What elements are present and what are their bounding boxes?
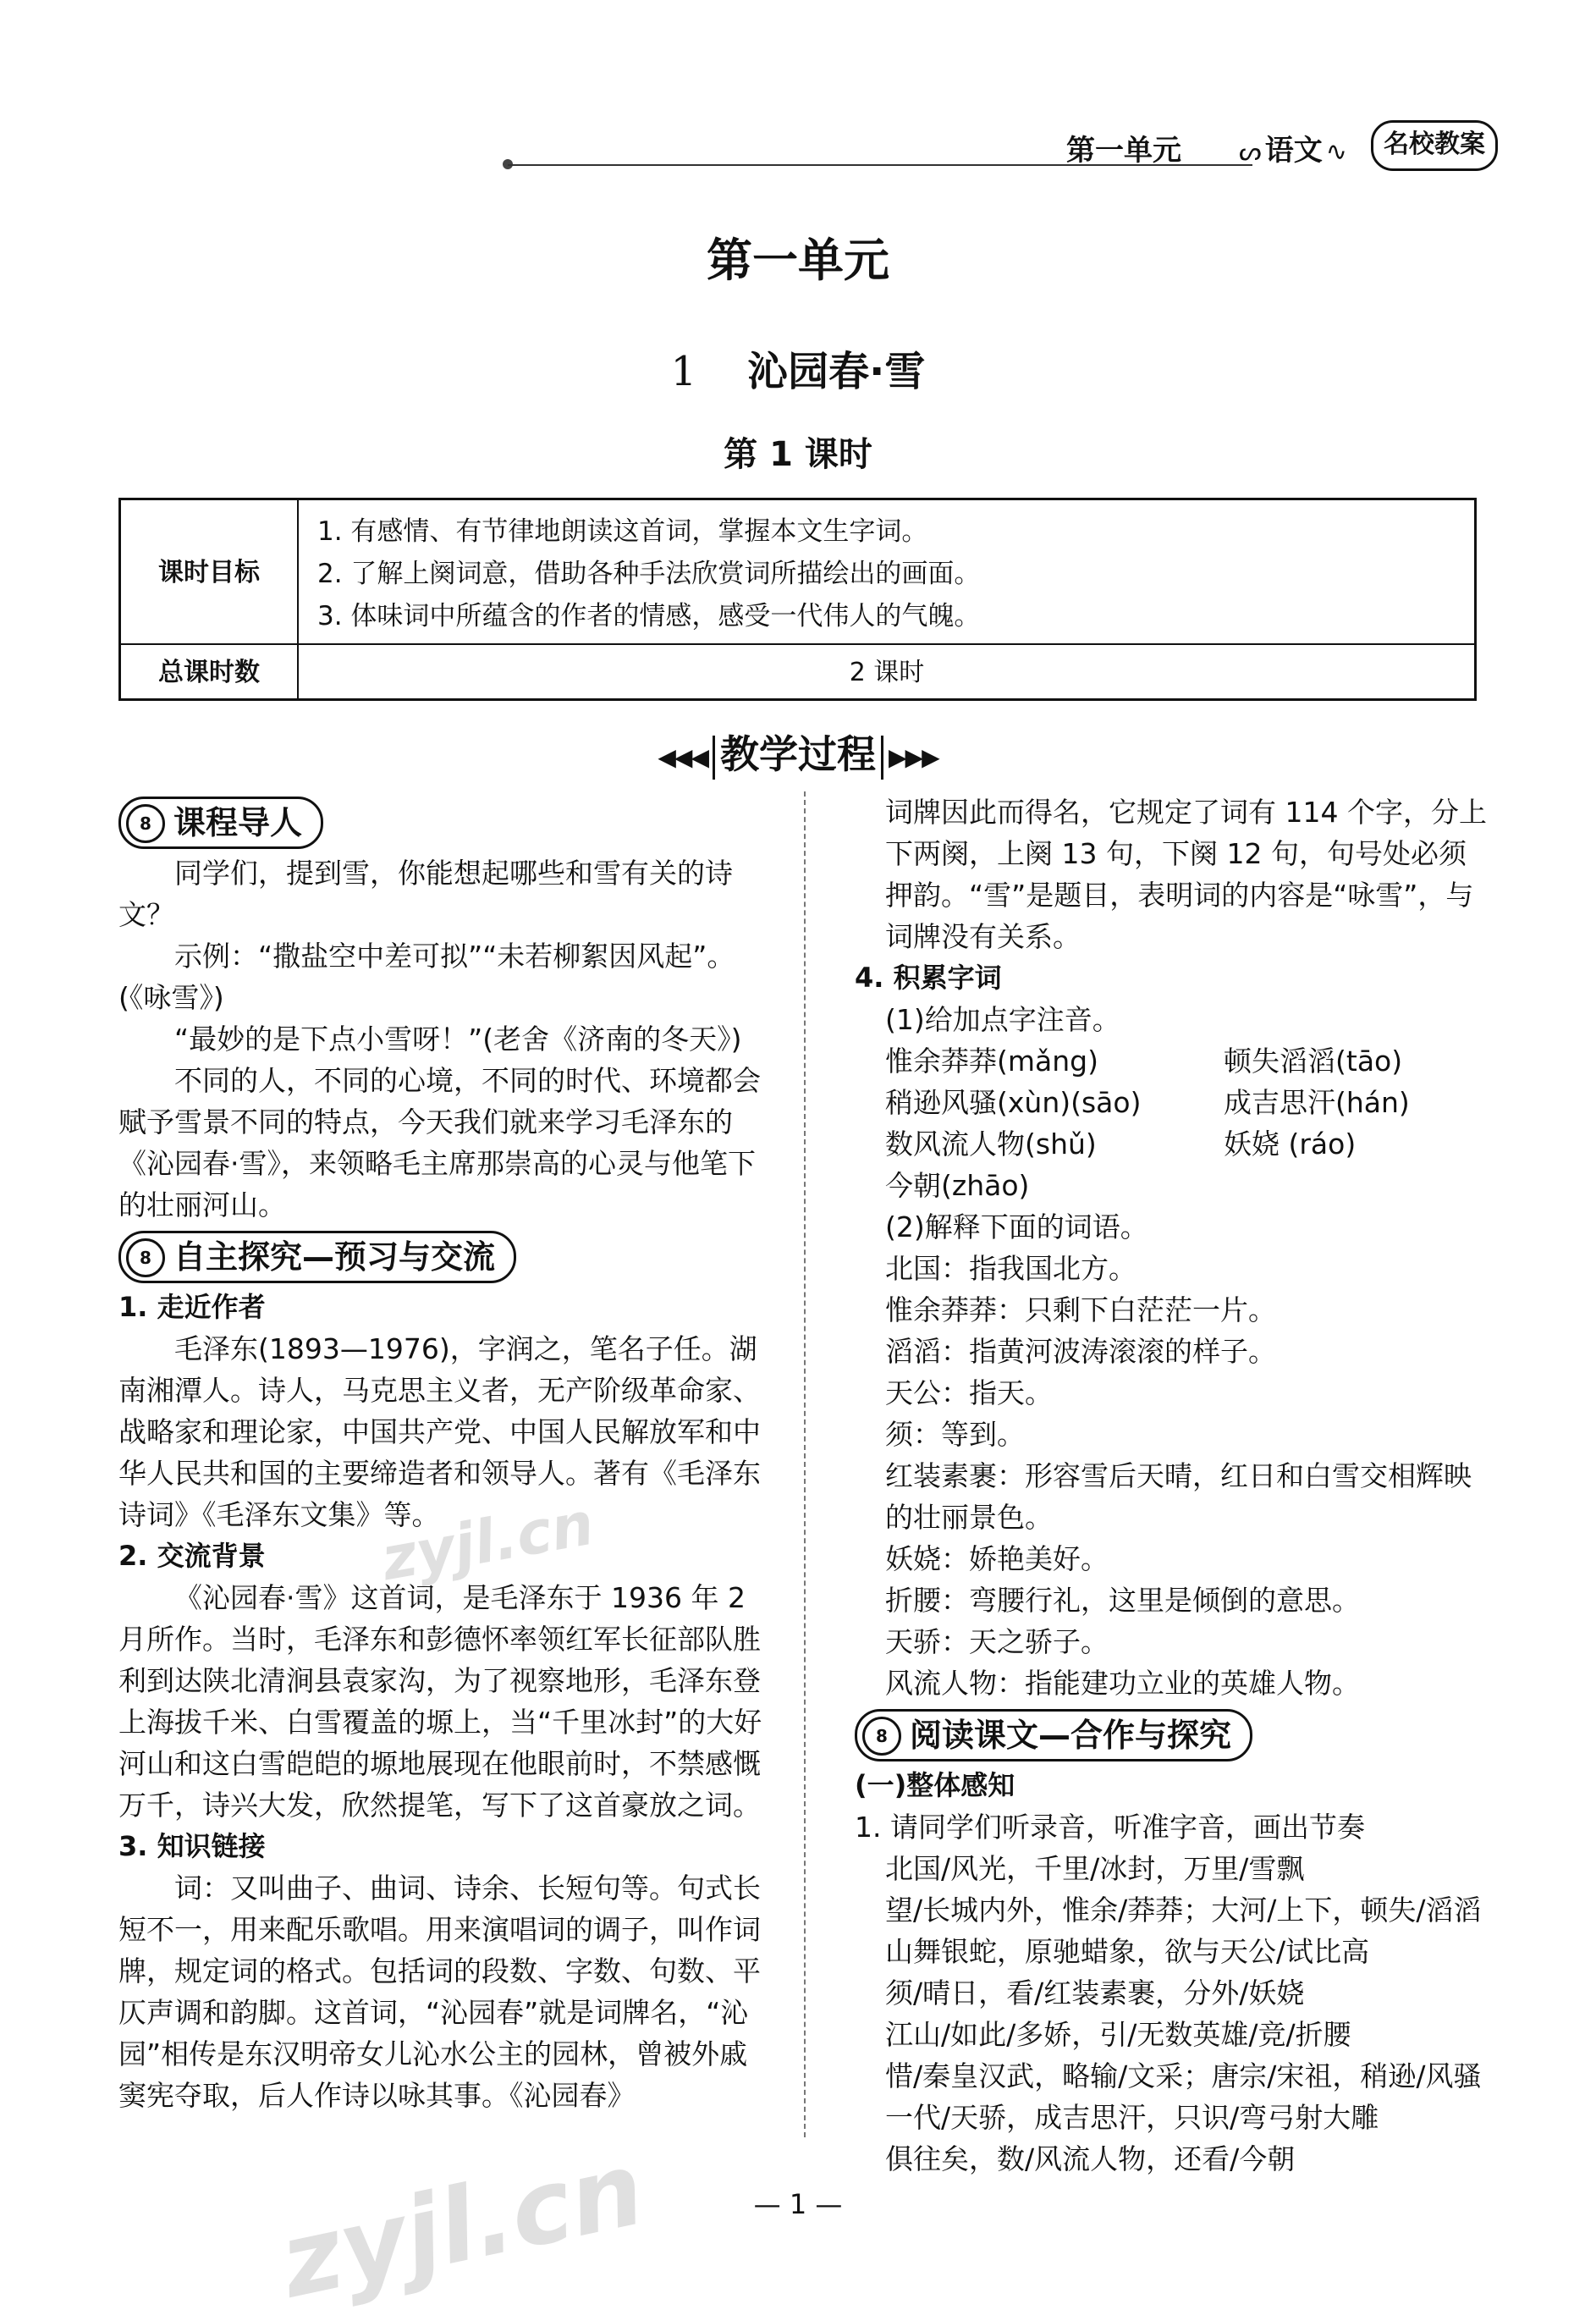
- goal-list: [317, 510, 980, 637]
- subheading: 1. 走近作者: [118, 1291, 266, 1323]
- paragraph: 毛泽东(1893—1976)，字润之，笔名子任。湖南湘潭人。诗人，马克思主义者，无产阶级革命家、战略家和理论家，中国共产党、中国人民解放军和中华人民共和国的主要缔造者和领导人。著有《毛泽东诗词》《毛泽东文集》等。: [118, 1332, 761, 1531]
- paragraph: 词：又叫曲子、曲词、诗余、长短句等。句式长短不一，用来配乐歌唱。用来演唱词的调子，叫作词牌，规定词的格式。包括词的段数、字数、句数、平仄声调和韵脚。这首词，“沁园春”就是词牌名，“沁园”相传是东汉明帝女儿沁水公主的园林，曾被外戚窦宪夺取，后人作诗以咏其事。《沁园春》: [118, 1872, 761, 2112]
- badge-icon: 8: [126, 804, 165, 843]
- definition: 北国：指我国北方。: [885, 1252, 1136, 1285]
- rhythm-line: 须/晴日，看/红装素裹，分外/妖娆: [885, 1976, 1305, 2010]
- rhythm-line: 一代/天骄，成吉思汗，只识/弯弓射大雕: [885, 2101, 1379, 2134]
- definition: 滔滔：指黄河波涛滚滚的样子。: [885, 1335, 1276, 1368]
- paragraph: 示例：“撒盐空中差可拟”“未若柳絮因风起”。(《咏雪》): [118, 940, 735, 1014]
- definition: 天骄：天之骄子。: [885, 1625, 1109, 1658]
- left-column: [118, 791, 770, 2116]
- total-label: 总课时数: [158, 658, 260, 687]
- lesson-title: [0, 339, 1596, 397]
- pronunciation-row: [855, 1123, 1494, 1165]
- task: 1. 请同学们听录音，听准字音，画出节奏: [855, 1811, 1365, 1844]
- pronunciation-row: [855, 1040, 1494, 1082]
- period-title: 第 1 课时: [724, 435, 872, 474]
- subheading: 4. 积累字词: [855, 962, 1002, 994]
- header-unit: 第一单元: [1066, 134, 1181, 168]
- definition: 折腰：弯腰行礼，这里是倾倒的意思。: [885, 1584, 1360, 1617]
- question: (1)给加点字注音。: [885, 1003, 1120, 1036]
- swirl-icon: ᔕ: [1239, 137, 1262, 167]
- paragraph: 不同的人，不同的心境，不同的时代、环境都会赋予雪景不同的特点，今天我们就来学习毛泽东的《沁园春·雪》，来领略毛主席那崇高的心灵与他笔下的壮丽河山。: [118, 1064, 761, 1221]
- rhythm-line: 北国/风光，千里/冰封，万里/雪飘: [885, 1852, 1305, 1885]
- lesson-number: 1: [670, 348, 697, 395]
- total-value: 2 课时: [849, 658, 925, 687]
- section-head-explore: [118, 1231, 516, 1283]
- banner-bar: [713, 736, 715, 780]
- pron-item: 惟余莽莽(mǎng): [885, 1045, 1098, 1078]
- process-banner-text: 教学过程: [720, 731, 876, 777]
- goal-item: 2. 了解上阕词意，借助各种手法欣赏词所描绘出的画面。: [317, 559, 981, 589]
- section-head-text: 自主探究—预习与交流: [173, 1238, 496, 1276]
- pron-item: 妖娆 (ráo): [1224, 1127, 1357, 1160]
- section-head-read: [855, 1709, 1252, 1761]
- rhythm-line: 江山/如此/多娇，引/无数英雄/竞/折腰: [885, 2018, 1351, 2051]
- section-head-intro: [118, 797, 323, 849]
- table-row-divider: [121, 643, 1474, 645]
- rhythm-line: 山舞银蛇，原驰蜡象，欲与天公/试比高: [885, 1935, 1370, 1968]
- pron-item: 稍逊风骚(xùn)(sāo): [885, 1086, 1142, 1119]
- left-arrows-icon: ◀◀◀: [658, 743, 707, 771]
- pron-item: 数风流人物(shǔ): [885, 1127, 1097, 1160]
- watermark: zyjl.cn: [376, 1488, 599, 1595]
- swirl-icon: ∿: [1325, 137, 1347, 167]
- section-head-text: 阅读课文—合作与探究: [910, 1717, 1232, 1754]
- badge-icon: 8: [862, 1717, 901, 1756]
- section-head-text: 课程导人: [173, 804, 303, 841]
- rhythm-line: 望/长城内外，惟余/莽莽；大河/上下，顿失/滔滔: [885, 1894, 1482, 1927]
- badge-icon: 8: [126, 1238, 165, 1277]
- paragraph: 《沁园春·雪》这首词，是毛泽东于 1936 年 2 月所作。当时，毛泽东和彭德怀率领红军长征部队胜利到达陕北清涧县袁家沟，为了视察地形，毛泽东登上海拔千米、白雪覆盖的塬上，当“千里冰封”的大好河山和这白雪皑皑的塬地展现在他眼前时，不禁感慨万千，诗兴大发，欣然提笔，写下了这首豪放之词。: [118, 1581, 762, 1822]
- question: (2)解释下面的词语。: [885, 1210, 1148, 1243]
- page-number: — 1 —: [753, 2188, 843, 2220]
- pron-item: 顿失滔滔(tāo): [1224, 1045, 1403, 1078]
- right-column: [855, 791, 1494, 2180]
- definition: 妖娆：娇艳美好。: [885, 1542, 1109, 1575]
- rhythm-line: 俱往矣，数/风流人物，还看/今朝: [885, 2142, 1296, 2175]
- definition: 风流人物：指能建功立业的英雄人物。: [885, 1667, 1360, 1700]
- definition: 惟余莽莽：只剩下白茫茫一片。: [885, 1293, 1276, 1326]
- subheading: (一)整体感知: [855, 1769, 1015, 1801]
- goal-item: 1. 有感情、有节律地朗读这首词，掌握本文生字词。: [317, 516, 928, 547]
- goal-item: 3. 体味词中所蕴含的作者的情感，感受一代伟人的气魄。: [317, 601, 981, 631]
- pronunciation-row: [855, 1082, 1494, 1123]
- paragraph: 词牌因此而得名，它规定了词有 114 个字，分上下两阕，上阕 13 句，下阕 12 句，句号处必须押韵。“雪”是题目，表明词的内容是“咏雪”，与词牌没有关系。: [885, 796, 1487, 953]
- running-header: [508, 127, 1515, 169]
- paragraph: 同学们，提到雪，你能想起哪些和雪有关的诗文？: [118, 857, 733, 931]
- lesson-name: 沁园春·雪: [747, 348, 926, 395]
- subheading: 3. 知识链接: [118, 1830, 266, 1862]
- unit-title: 第一单元: [707, 234, 889, 287]
- goal-label: 课时目标: [158, 558, 260, 587]
- right-arrows-icon: ▶▶▶: [889, 743, 938, 771]
- definition: 天公：指天。: [885, 1376, 1053, 1409]
- watermark: zyjl.cn: [271, 2130, 654, 2321]
- rhythm-line: 惜/秦皇汉武，略输/文采；唐宗/宋祖，稍逊/风骚: [885, 2059, 1482, 2092]
- subheading: 2. 交流背景: [118, 1540, 266, 1572]
- pron-item: 成吉思汗(hán): [1224, 1086, 1410, 1119]
- paragraph: “最妙的是下点小雪呀！”(老舍《济南的冬天》): [174, 1023, 742, 1056]
- definition: 须：等到。: [885, 1418, 1025, 1451]
- pron-item: 今朝(zhāo): [885, 1169, 1030, 1202]
- objectives-table: [118, 498, 1477, 701]
- column-divider: [804, 791, 806, 2137]
- brand-logo: 名校教案: [1371, 120, 1498, 171]
- header-subject: [1236, 127, 1351, 168]
- banner-bar: [881, 736, 883, 780]
- header-subject-text: 语文: [1264, 134, 1323, 168]
- process-banner: [0, 724, 1596, 780]
- definition: 红装素裹：形容雪后天晴，红日和白雪交相辉映的壮丽景色。: [885, 1459, 1472, 1534]
